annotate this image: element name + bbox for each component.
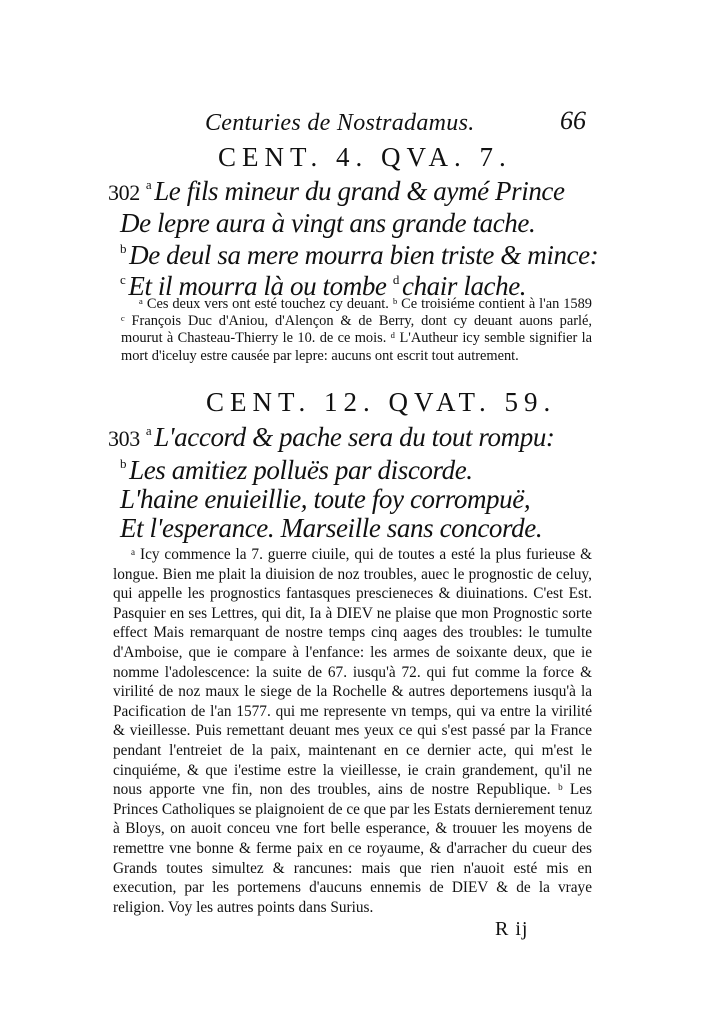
verse-text: L'accord & pache sera du tout rompu: xyxy=(154,422,555,452)
verse-line xyxy=(108,176,565,207)
quatrain-1-heading: CENT. 4. QVA. 7. xyxy=(218,142,512,172)
commentary-text: ᵃ Icy commence la 7. guerre ciuile, qui de toutes a esté la plus furieuse & longue. Bien me plait la diuision de noz troubles, auec le prognostic de celuy, qui appelle les prognostics fantasques prescieneces & diuinations. C'est Est. Pasquier en ses Lettres, qui dit, Ia à DIEV ne plaise que mon Prognostic sorte effect Mais remarquant de nostre temps cinq aages des troubles: le tumulte d'Amboise, que ie compare à l'enfance: les armes de soixante deux, que ie nomme l'adolescence: la suite de 67. iusqu'à 72. qui fut comme la force & virilité de noz maux le siege de la Rochelle & autres deportemens iusqu'à la Pacification de l'an 1577. qui me represente vn temps, qui va entre la virilité & vieillesse. Puis remettant deuant mes yeux ce qui s'est passé par la France pendant l'entreiet de la paix, maintenant en ce dernier acte, qui m'est le cinquiéme, & que i'estime estre la vieillesse, ie crain grandement, qu'il ne nous apporte vne fin, non des troubles, ains de nostre Republique. ᵇ Les Princes Catholiques se plaignoient de ce que par les Estats dernierement tenuz à Bloys, on auoit conceu vne fort belle esperance, & trouuer les moyens de remettre vne bonne & ferme paix en ce royaume, & d'arracher du cueur des Grands toutes simultez & rancunes: mais que rien n'auoit esté mis en execution, par les portemens d'aucuns ennemis de DIEV & de la vraye religion. Voy les autres points dans Surius. xyxy=(113,546,592,916)
verse-line xyxy=(108,422,555,453)
verse-text: Les amitiez polluës par discorde. xyxy=(129,455,473,485)
page-number: 66 xyxy=(560,106,586,135)
verse-text: Et l'esperance. Marseille sans concorde. xyxy=(120,513,543,543)
verse-text: De deul sa mere mourra bien triste & mince: xyxy=(129,240,599,270)
verse-text: Et il mourra là ou tombe xyxy=(128,271,387,301)
commentary-note xyxy=(121,296,592,365)
note-marker: a xyxy=(145,423,152,438)
note-marker: b xyxy=(120,241,127,256)
verse-line xyxy=(120,455,473,486)
verse-line xyxy=(120,208,535,239)
signature-mark: R ij xyxy=(495,918,529,940)
quatrain-2-heading: CENT. 12. QVAT. 59. xyxy=(206,387,557,417)
verse-text: chair lache. xyxy=(402,271,527,301)
verse-text: Le fils mineur du grand & aymé Prince xyxy=(154,176,565,206)
verse-line xyxy=(120,484,530,515)
note-marker: d xyxy=(392,272,399,287)
note-marker: c xyxy=(120,272,126,287)
commentary-text: ᵃ Ces deux vers ont esté touchez cy deuant. ᵇ Ce troisiéme contient à l'an 1589 ᶜ François Duc d'Aniou, d'Alençon & de Berry, dont cy deuant auons parlé, mourut à Chasteau-Thierry le 10. de ce mois. ᵈ L'Autheur icy semble signifier la mort d'iceluy estre causée par lepre: aucuns ont escrit tout autrement. xyxy=(121,296,592,364)
commentary-note xyxy=(113,545,592,917)
quatrain-number: 302 xyxy=(108,180,140,205)
quatrain-number: 303 xyxy=(108,426,140,451)
note-marker: b xyxy=(120,456,127,471)
verse-line xyxy=(120,240,598,271)
verse-line xyxy=(120,513,542,544)
verse-text: De lepre aura à vingt ans grande tache. xyxy=(120,208,536,238)
running-title: Centuries de Nostradamus. xyxy=(205,110,475,136)
note-marker: a xyxy=(145,177,152,192)
verse-text: L'haine enuieillie, toute foy corrompuë, xyxy=(120,484,531,514)
